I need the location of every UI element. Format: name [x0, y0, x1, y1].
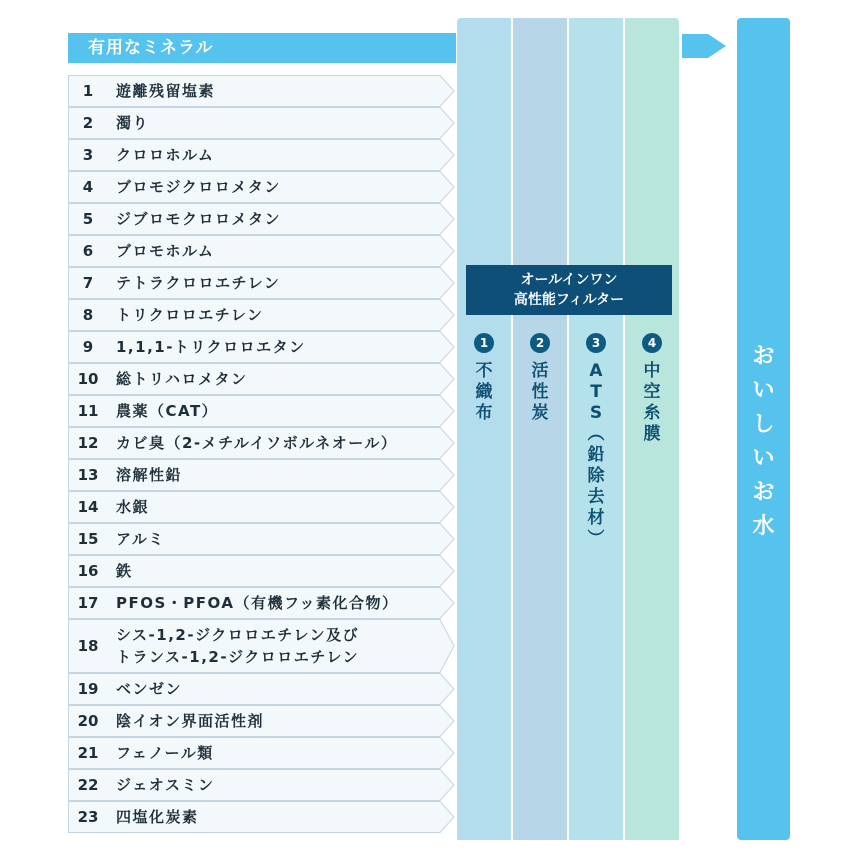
- filter-badge-line2: 高性能フィルター: [513, 292, 625, 308]
- stage-number-badge: 4: [642, 333, 662, 353]
- list-item-number: 20: [77, 712, 99, 730]
- list-item-number: 2: [82, 114, 94, 132]
- result-column: [737, 18, 790, 840]
- list-item-label: クロロホルム: [116, 146, 215, 164]
- list-item-number: 19: [77, 680, 99, 698]
- list-item-number: 18: [77, 637, 99, 655]
- list-item-number: 1: [82, 82, 94, 100]
- list-item-number: 13: [77, 466, 99, 484]
- list-item-number: 6: [82, 242, 94, 260]
- list-item-number: 17: [77, 594, 99, 612]
- list-item-label: 1,1,1-トリクロロエタン: [116, 338, 306, 356]
- stage-number-badge: 3: [586, 333, 606, 353]
- list-item-number: 9: [82, 338, 94, 356]
- list-item: [68, 523, 454, 555]
- list-item-number: 3: [82, 146, 94, 164]
- list-item: [68, 459, 454, 491]
- list-item: [68, 267, 454, 299]
- list-item: [68, 171, 454, 203]
- list-item-label: 鉄: [116, 562, 133, 580]
- stage-label: A T S ︵ 鉛 除 去 材 ︶: [587, 361, 605, 549]
- list-item-label: 農薬（CAT）: [116, 402, 219, 420]
- list-item: [68, 331, 454, 363]
- list-item: [68, 299, 454, 331]
- header-bar: 有用なミネラル: [68, 33, 456, 63]
- list-item-number: 11: [77, 402, 99, 420]
- list-item-number: 15: [77, 530, 99, 548]
- list-item-label: PFOS・PFOA（有機フッ素化合物）: [116, 594, 399, 612]
- list-item-number: 8: [82, 306, 94, 324]
- list-item: [68, 555, 454, 587]
- list-item-label: ブロモジクロロメタン: [116, 178, 281, 196]
- list-item-label: ジブロモクロロメタン: [116, 210, 282, 228]
- list-item-number: 4: [82, 178, 94, 196]
- list-item-label: ベンゼン: [116, 680, 183, 698]
- list-item: [68, 673, 454, 705]
- list-item: [68, 395, 454, 427]
- list-item-label: 遊離残留塩素: [116, 82, 216, 100]
- list-item: [68, 107, 454, 139]
- list-item-label: 陰イオン界面活性剤: [116, 712, 265, 730]
- list-item: [68, 769, 454, 801]
- stage-label: 活 性 炭: [531, 361, 549, 423]
- list-item-number: 12: [77, 434, 99, 452]
- list-item-number: 14: [77, 498, 99, 516]
- list-item-label: 溶解性鉛: [116, 466, 183, 484]
- stage-number-badge: 1: [474, 333, 494, 353]
- list-item-label: ジェオスミン: [116, 776, 215, 794]
- list-item: [68, 235, 454, 267]
- list-item-label: 濁り: [116, 114, 150, 132]
- list-item: [68, 203, 454, 235]
- list-item-label: カビ臭（2-メチルイソボルネオール）: [116, 434, 398, 452]
- stage-column-4: [625, 18, 679, 840]
- result-label: お い し い お 水: [752, 344, 775, 539]
- list-item: [68, 427, 454, 459]
- list-item: [68, 491, 454, 523]
- list-item-label: シス-1,2-ジクロロエチレン及び トランス-1,2-ジクロロエチレン: [116, 626, 360, 666]
- list-item-number: 16: [77, 562, 99, 580]
- list-item-label: フェノール類: [116, 744, 214, 762]
- list-item-number: 22: [77, 776, 99, 794]
- list-item-number: 23: [77, 808, 99, 826]
- list-item: [68, 363, 454, 395]
- list-item-number: 10: [77, 370, 99, 388]
- list-item: [68, 705, 454, 737]
- list-item-label: アルミ: [116, 530, 165, 548]
- list-item: [68, 737, 454, 769]
- stage-column-1: [457, 18, 511, 840]
- list-item-label: テトラクロロエチレン: [116, 274, 281, 292]
- list-item: [68, 75, 454, 107]
- list-item-label: ブロモホルム: [116, 242, 215, 260]
- stage-label: 不 織 布: [475, 361, 493, 423]
- list-item-label: 総トリハロメタン: [116, 370, 248, 388]
- stage-label: 中 空 糸 膜: [643, 361, 661, 444]
- list-item-label: 水銀: [116, 498, 150, 516]
- filter-badge: [466, 265, 672, 315]
- list-item: [68, 619, 454, 673]
- flow-arrow-icon: [682, 32, 728, 60]
- filter-badge-line1: オールインワン: [520, 272, 618, 288]
- list-item-number: 5: [82, 210, 94, 228]
- stage-number-badge: 2: [530, 333, 550, 353]
- list-item: [68, 587, 454, 619]
- stage-column-2: [513, 18, 567, 840]
- list-item: [68, 139, 454, 171]
- list-item-label: トリクロロエチレン: [116, 306, 264, 324]
- stage-column-3: [569, 18, 623, 840]
- list-item-label: 四塩化炭素: [116, 808, 199, 826]
- list-item-number: 7: [82, 274, 94, 292]
- list-item: [68, 801, 454, 833]
- list-item-number: 21: [77, 744, 99, 762]
